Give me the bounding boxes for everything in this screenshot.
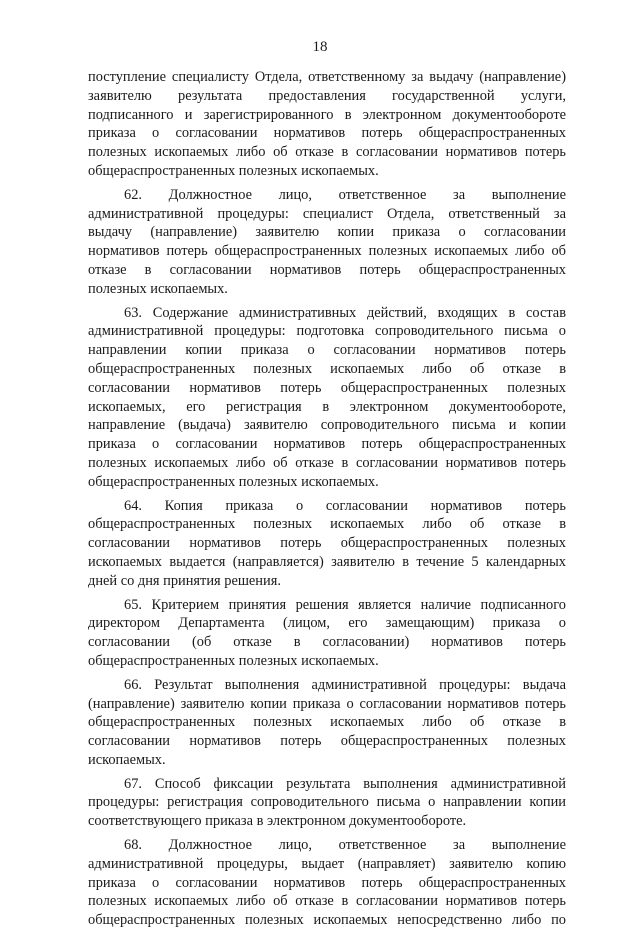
text-line: 68. Должностное лицо, ответственное за выполнение bbox=[124, 837, 566, 854]
text-line: административной процедуры, выдает (направляет) заявителю копию bbox=[88, 855, 566, 872]
text-line: (направление) заявителю копии приказа о согласовании нормативов потерь bbox=[88, 695, 566, 712]
text-line: общераспространенных полезных ископаемых. bbox=[88, 162, 379, 179]
text-line: 62. Должностное лицо, ответственное за выполнение bbox=[124, 186, 566, 203]
text-line: поступление специалисту Отдела, ответственному за выдачу (направление) bbox=[88, 69, 566, 85]
text-line: общераспространенных полезных ископаемых либо об отказе в bbox=[88, 360, 566, 377]
text-line: согласовании нормативов потерь общераспространенных полезных bbox=[88, 535, 566, 552]
paragraph bbox=[88, 596, 566, 671]
text-line: дней со дня принятия решения. bbox=[88, 572, 281, 589]
text-line: полезных ископаемых либо об отказе в согласовании нормативов потерь bbox=[88, 893, 566, 910]
text-line: процедуры: регистрация сопроводительного письма о направлении копии bbox=[88, 794, 566, 811]
paragraph bbox=[88, 304, 566, 492]
text-line: ископаемых. bbox=[88, 751, 166, 768]
text-line: направление (выдача) заявителю сопроводительного письма и копии bbox=[88, 417, 566, 434]
text-line: соответствующего приказа в электронном документообороте. bbox=[88, 813, 467, 830]
text-line: 66. Результат выполнения административной процедуры: выдача bbox=[124, 676, 566, 693]
text-line: отказе в согласовании нормативов потерь общераспространенных bbox=[88, 261, 566, 278]
text-line: полезных ископаемых либо об отказе в согласовании нормативов потерь bbox=[88, 454, 566, 471]
text-line: полезных ископаемых либо об отказе в согласовании нормативов потерь bbox=[88, 144, 566, 161]
text-line: согласовании (об отказе в согласовании) нормативов потерь bbox=[88, 634, 566, 651]
text-line: 67. Способ фиксации результата выполнения административной bbox=[124, 775, 566, 792]
text-line: 64. Копия приказа о согласовании нормативов потерь bbox=[124, 497, 566, 514]
page-number: 18 bbox=[312, 39, 328, 55]
text-line: общераспространенных полезных ископаемых непосредственно либо по bbox=[88, 912, 566, 929]
text-line: административной процедуры: подготовка сопроводительного письма о bbox=[88, 323, 566, 340]
paragraph bbox=[88, 836, 566, 930]
paragraph bbox=[88, 186, 566, 299]
document-body bbox=[88, 68, 566, 930]
text-line: ископаемых, его регистрация в электронном документообороте, bbox=[88, 398, 566, 415]
text-line: подписанного и зарегистрированного в электронном документообороте bbox=[88, 106, 566, 123]
text-line: общераспространенных полезных ископаемых либо об отказе в bbox=[88, 714, 566, 731]
text-line: общераспространенных полезных ископаемых либо об отказе в bbox=[88, 516, 566, 533]
text-line: административной процедуры: специалист Отдела, ответственный за bbox=[88, 205, 566, 222]
text-line: заявителю результата предоставления государственной услуги, bbox=[88, 87, 566, 104]
text-line: полезных ископаемых. bbox=[88, 280, 228, 297]
text-line: согласовании нормативов потерь общераспространенных полезных bbox=[88, 733, 566, 750]
text-line: направлении копии приказа о согласовании нормативов потерь bbox=[88, 342, 566, 359]
text-line: выдачу (направление) заявителю копии приказа о согласовании bbox=[88, 224, 566, 241]
text-line: приказа о согласовании нормативов потерь общераспространенных bbox=[88, 874, 566, 891]
text-line: согласовании нормативов потерь общераспространенных полезных bbox=[88, 379, 566, 396]
text-line: нормативов потерь общераспространенных полезных ископаемых либо об bbox=[88, 243, 566, 260]
text-line: 65. Критерием принятия решения является наличие подписанного bbox=[124, 596, 566, 613]
text-line: приказа о согласовании нормативов потерь общераспространенных bbox=[88, 125, 566, 142]
text-line: ископаемых выдается (направляется) заявителю в течение 5 календарных bbox=[88, 553, 566, 570]
text-line: общераспространенных полезных ископаемых. bbox=[88, 473, 379, 490]
paragraph bbox=[88, 775, 566, 831]
text-line: 63. Содержание административных действий, входящих в состав bbox=[124, 304, 566, 321]
text-line: общераспространенных полезных ископаемых. bbox=[88, 652, 379, 669]
text-line: приказа о согласовании нормативов потерь общераспространенных bbox=[88, 436, 566, 453]
paragraph bbox=[88, 497, 566, 591]
text-line: директором Департамента (лицом, его замещающим) приказа о bbox=[88, 615, 566, 632]
paragraph bbox=[88, 676, 566, 770]
paragraph bbox=[88, 68, 566, 181]
